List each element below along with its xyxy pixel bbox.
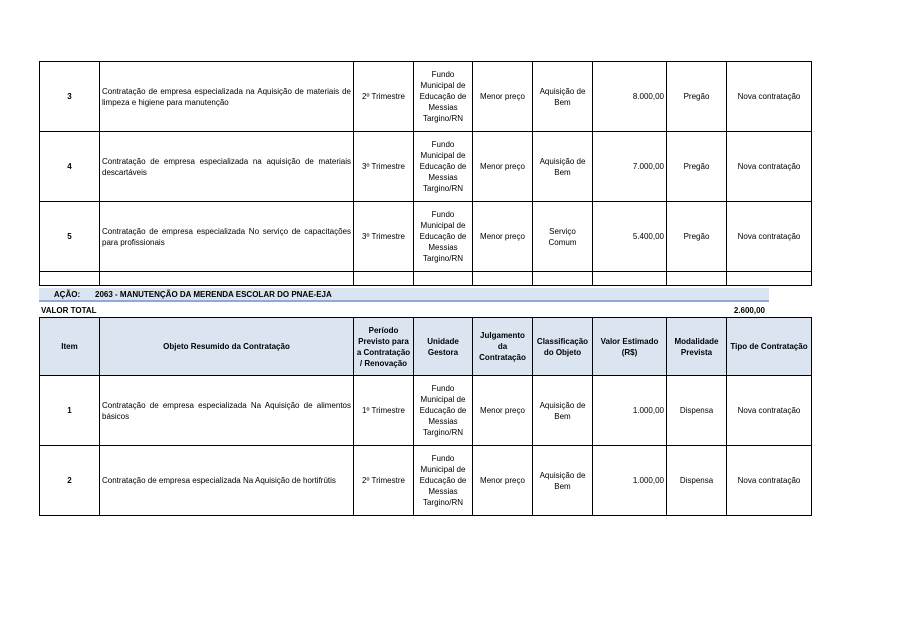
- objeto-cell: Contratação de empresa especializada Na Aquisição de hortifrútis: [100, 446, 354, 516]
- header-item: Item: [40, 318, 100, 376]
- valor-total-value: 2.600,00: [733, 305, 765, 315]
- header-classificacao: Classificação do Objeto: [533, 318, 593, 376]
- periodo-cell: 3º Trimestre: [354, 132, 414, 202]
- header-valor: Valor Estimado (R$): [593, 318, 667, 376]
- table-row: [40, 202, 812, 272]
- tipo-cell: Nova contratação: [727, 132, 812, 202]
- classificacao-cell: Serviço Comum: [533, 202, 593, 272]
- header-unidade: Unidade Gestora: [414, 318, 473, 376]
- modalidade-cell: Dispensa: [667, 376, 727, 446]
- unidade-cell: Fundo Municipal de Educação de Messias Targino/RN: [414, 132, 473, 202]
- valor-cell: 1.000,00: [593, 376, 667, 446]
- table-header-row: [40, 318, 812, 376]
- table-row: [40, 132, 812, 202]
- item-number: 3: [40, 62, 100, 132]
- table-row: [40, 62, 812, 132]
- header-julgamento: Julgamento da Contratação: [473, 318, 533, 376]
- objeto-cell: Contratação de empresa especializada Na Aquisição de alimentos básicos: [100, 376, 354, 446]
- item-number: 1: [40, 376, 100, 446]
- periodo-cell: 3º Trimestre: [354, 202, 414, 272]
- acao-text: 2063 - MANUTENÇÃO DA MERENDA ESCOLAR DO PNAE-EJA: [95, 289, 332, 299]
- tipo-cell: Nova contratação: [727, 62, 812, 132]
- unidade-cell: Fundo Municipal de Educação de Messias Targino/RN: [414, 202, 473, 272]
- objeto-cell: Contratação de empresa especializada na aquisição de materiais descartáveis: [100, 132, 354, 202]
- periodo-cell: 2º Trimestre: [354, 62, 414, 132]
- valor-cell: 8.000,00: [593, 62, 667, 132]
- julgamento-cell: Menor preço: [473, 446, 533, 516]
- header-objeto: Objeto Resumido da Contratação: [100, 318, 354, 376]
- unidade-cell: Fundo Municipal de Educação de Messias Targino/RN: [414, 376, 473, 446]
- acao-header: [39, 288, 769, 302]
- header-periodo: Período Previsto para a Contratação / Renovação: [354, 318, 414, 376]
- unidade-cell: Fundo Municipal de Educação de Messias Targino/RN: [414, 446, 473, 516]
- tipo-cell: Nova contratação: [727, 202, 812, 272]
- unidade-cell: Fundo Municipal de Educação de Messias Targino/RN: [414, 62, 473, 132]
- valor-cell: 7.000,00: [593, 132, 667, 202]
- objeto-cell: Contratação de empresa especializada na Aquisição de materiais de limpeza e higiene para manutenção: [100, 62, 354, 132]
- item-number: 5: [40, 202, 100, 272]
- objeto-cell: Contratação de empresa especializada No serviço de capacitações para profissionais: [100, 202, 354, 272]
- bottom-contracts-table: [39, 317, 812, 516]
- top-contracts-table: [39, 61, 812, 286]
- item-number: 4: [40, 132, 100, 202]
- valor-cell: 1.000,00: [593, 446, 667, 516]
- julgamento-cell: Menor preço: [473, 376, 533, 446]
- modalidade-cell: Pregão: [667, 132, 727, 202]
- table-row: [40, 376, 812, 446]
- classificacao-cell: Aquisição de Bem: [533, 446, 593, 516]
- modalidade-cell: Pregão: [667, 202, 727, 272]
- julgamento-cell: Menor preço: [473, 132, 533, 202]
- valor-total-row: [39, 304, 769, 316]
- item-number: 2: [40, 446, 100, 516]
- tipo-cell: Nova contratação: [727, 376, 812, 446]
- table-row: [40, 446, 812, 516]
- classificacao-cell: Aquisição de Bem: [533, 376, 593, 446]
- julgamento-cell: Menor preço: [473, 202, 533, 272]
- acao-label: AÇÃO:: [53, 289, 81, 299]
- tipo-cell: Nova contratação: [727, 446, 812, 516]
- modalidade-cell: Pregão: [667, 62, 727, 132]
- periodo-cell: 1º Trimestre: [354, 376, 414, 446]
- empty-row: [40, 272, 812, 286]
- modalidade-cell: Dispensa: [667, 446, 727, 516]
- valor-total-label: VALOR TOTAL: [41, 305, 97, 315]
- valor-cell: 5.400,00: [593, 202, 667, 272]
- header-modalidade: Modalidade Prevista: [667, 318, 727, 376]
- header-tipo: Tipo de Contratação: [727, 318, 812, 376]
- classificacao-cell: Aquisição de Bem: [533, 132, 593, 202]
- classificacao-cell: Aquisição de Bem: [533, 62, 593, 132]
- periodo-cell: 2º Trimestre: [354, 446, 414, 516]
- julgamento-cell: Menor preço: [473, 62, 533, 132]
